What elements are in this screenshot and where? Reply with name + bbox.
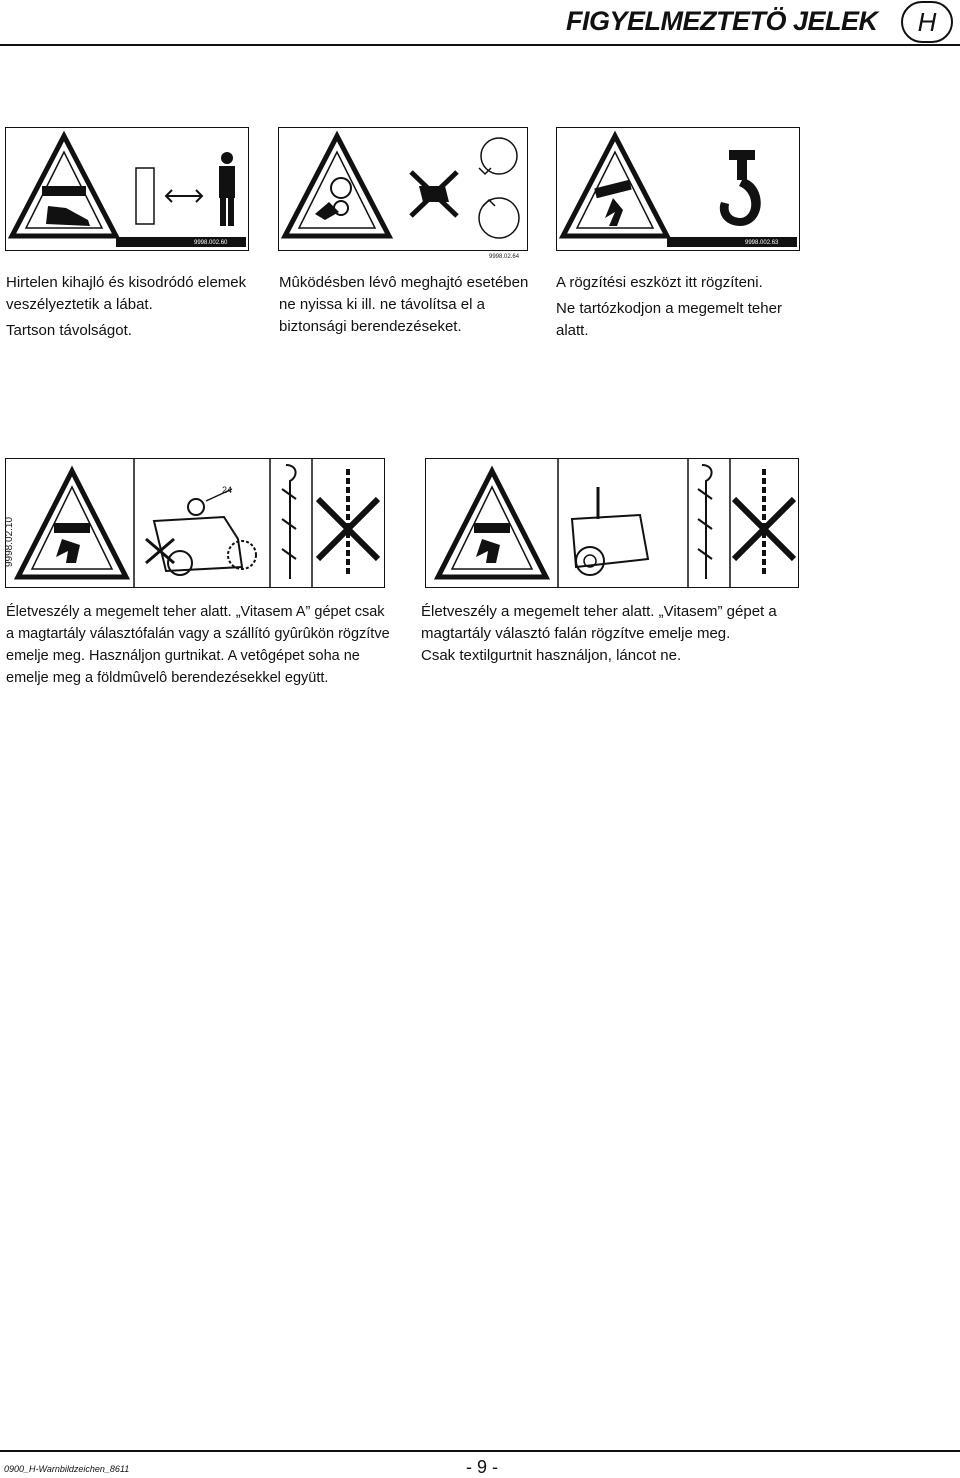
sign-code: 9998.02.64 (489, 254, 520, 260)
page-number: - 9 - (466, 1457, 499, 1477)
header-rule (0, 44, 960, 46)
lifting-vitasem-a-illustration (6, 459, 384, 587)
arrow-label-24: 24 (222, 485, 233, 495)
footer-filename: 0900_H-Warnbildzeichen_8611 (4, 1464, 130, 1474)
footer-rule (0, 1450, 960, 1452)
page-title: FIGYELMEZTETÖ JELEK (566, 6, 878, 36)
language-badge: H (901, 1, 953, 43)
drive-hazard-illustration (279, 128, 527, 250)
lifting-point-illustration (557, 128, 799, 250)
sign-panel-lifting-vitasem-a (5, 458, 385, 588)
sign-text-1: Hirtelen kihajló és kisodródó elemek veszélyeztetik a lábat. Tartson távolságot. (6, 274, 247, 339)
lifting-vitasem-illustration (426, 459, 798, 587)
sign-code: 9998.002.63 (745, 240, 779, 246)
sign-code-vertical: 9998.02.10 (4, 516, 15, 567)
sign-text-4: Életveszély a megemelt teher alatt. „Vitasem A” gépet csak a magtartály választófalán vagy a szállító gyûrûkön rögzítve emelje meg. Használjon gurtnikat. A vetôgépet soha ne emelje meg a földmûvelô berendezésekkel együtt. (6, 604, 390, 686)
sign-panel-lifting-vitasem (425, 458, 799, 588)
sign-text-5: Életveszély a megemelt teher alatt. „Vitasem” gépet a magtartály választó falán rögzítve emelje meg. Csak textilgurtnit használjon, láncot ne. (421, 603, 777, 664)
sign-panel-lifting-point (556, 127, 800, 251)
foot-hazard-illustration (6, 128, 248, 250)
sign-panel-foot-hazard (5, 127, 249, 251)
sign-text-3: A rögzítési eszközt itt rögzíteni. Ne tartózkodjon a megemelt teher alatt. (556, 274, 782, 339)
sign-text-2: Mûködésben lévô meghajtó esetében ne nyissa ki ill. ne távolítsa el a biztonsági berendezéseket. (279, 274, 529, 335)
sign-code: 9998.002.60 (194, 240, 228, 246)
sign-panel-drive-hazard (278, 127, 528, 260)
